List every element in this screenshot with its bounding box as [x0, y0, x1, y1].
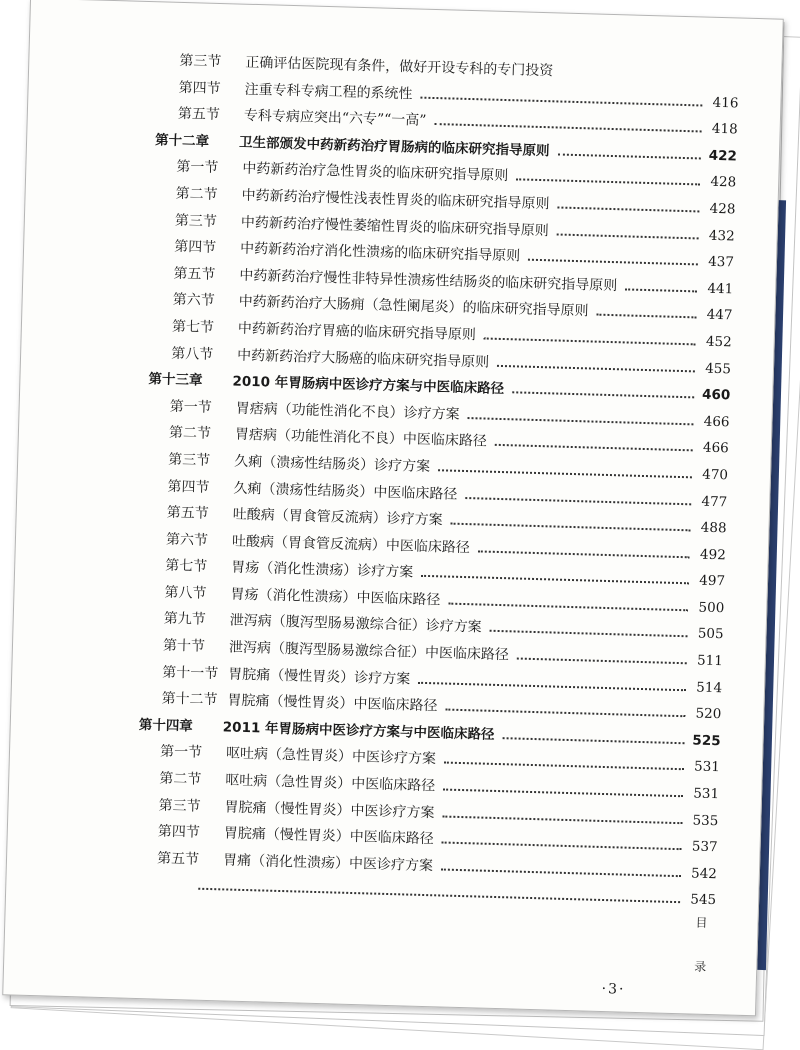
- entry-title: 2010 年胃肠病中医诊疗方案与中医临床路径: [232, 373, 505, 398]
- page-ref: 525: [692, 732, 721, 750]
- section-label: 第七节: [165, 557, 208, 576]
- dot-leader: [528, 259, 698, 266]
- page-ref: 422: [708, 147, 738, 165]
- page-ref: 531: [693, 785, 720, 803]
- dot-leader: [448, 602, 688, 611]
- dot-leader: [442, 842, 682, 851]
- dot-leader: [421, 575, 689, 584]
- entry-title: 中药新药治疗胃癌的临床研究指导原则: [237, 320, 477, 344]
- entry-title: 注重专科专病工程的系统性: [244, 81, 413, 102]
- page-ref: 511: [696, 652, 724, 670]
- table-of-contents: [138, 51, 740, 917]
- dot-leader: [557, 153, 700, 159]
- dot-leader: [443, 789, 683, 798]
- entry-title: 久痢（溃疡性结肠炎）中医临床路径: [233, 480, 458, 503]
- entry-title: 泄泻病（腹泻型肠易激综合征）诊疗方案: [229, 612, 482, 636]
- section-label: 第五节: [156, 850, 200, 868]
- section-label: 第四节: [173, 238, 217, 257]
- dot-leader: [478, 550, 690, 558]
- section-label: 第三节: [174, 212, 218, 230]
- entry-title: 2011 年胃肠病中医诊疗方案与中医临床路径: [222, 719, 495, 743]
- section-label: 第六节: [172, 292, 215, 310]
- entry-title: 呕吐病（急性胃炎）中医诊疗方案: [225, 745, 437, 768]
- entry-title: 胃痛（消化性溃疡）中医诊疗方案: [222, 852, 434, 875]
- dot-leader: [438, 469, 692, 478]
- section-label: 第一节: [169, 398, 212, 416]
- page-ref: 416: [712, 94, 739, 112]
- dot-leader: [444, 762, 684, 771]
- dot-leader: [465, 497, 691, 505]
- dot-leader: [502, 737, 684, 744]
- page-ref: 428: [710, 174, 737, 191]
- section-label: 第三节: [179, 52, 222, 71]
- page-ref: 545: [690, 891, 717, 909]
- page-ref: 492: [699, 546, 727, 563]
- entry-title: 中药新药治疗慢性萎缩性胃炎的临床研究指导原则: [240, 214, 549, 239]
- entry-title: 卫生部颁发中药新药治疗胃肠病的临床研究指导原则: [238, 134, 550, 160]
- book-page: [2, 0, 784, 1016]
- section-label: 第五节: [177, 106, 221, 124]
- dot-leader: [490, 630, 688, 638]
- section-label: 第二节: [175, 185, 218, 203]
- section-label: 第九节: [163, 611, 206, 629]
- indent-spacer: [156, 889, 190, 890]
- entry-title: 吐酸病（胃食管反流病）诊疗方案: [232, 506, 443, 529]
- dot-leader: [434, 123, 701, 132]
- page-ref: 428: [709, 200, 736, 218]
- section-label: 第四节: [178, 79, 221, 97]
- page-ref: 500: [698, 599, 725, 617]
- entry-title: 胃脘痛（慢性胃炎）中医临床路径: [223, 825, 434, 848]
- entry-title: 中药新药治疗急性胃炎的临床研究指导原则: [242, 161, 509, 185]
- entry-title: 胃痞病（功能性消化不良）诊疗方案: [235, 400, 460, 423]
- section-label: 第十二节: [161, 690, 218, 709]
- page-ref: 470: [702, 466, 729, 484]
- page-ref: 447: [706, 307, 733, 324]
- entry-title: 中药新药治疗慢性非特异性溃疡性结肠炎的临床研究指导原则: [239, 267, 618, 294]
- chapter-label: 第十四章: [138, 716, 194, 735]
- entry-title: 胃痞病（功能性消化不良）中医临床路径: [234, 426, 488, 450]
- entry-title: 吐酸病（胃食管反流病）中医临床路径: [231, 533, 471, 556]
- page-ref: 497: [699, 572, 726, 590]
- section-label: 第二节: [159, 770, 202, 788]
- section-label: 第十节: [162, 637, 206, 655]
- section-label: 第五节: [166, 504, 209, 522]
- dot-leader: [557, 206, 699, 212]
- page-ref: 455: [704, 360, 732, 377]
- dot-leader: [418, 681, 686, 690]
- entry-title: 中药新药治疗大肠癌的临床研究指导原则: [236, 347, 490, 371]
- entry-title: 胃脘痛（慢性胃炎）中医诊疗方案: [224, 799, 435, 821]
- page-ref: 537: [691, 838, 718, 856]
- page-number: ·3·: [601, 981, 626, 998]
- dot-leader: [625, 288, 697, 292]
- page-ref: 531: [693, 758, 721, 776]
- dot-leader: [557, 233, 699, 239]
- chapter-label: 第十三章: [148, 371, 203, 389]
- dot-leader: [441, 868, 681, 877]
- dot-leader: [495, 444, 693, 452]
- side-label-lu: 录: [694, 959, 707, 974]
- page-ref: 477: [701, 493, 728, 510]
- page-ref: 452: [705, 333, 732, 351]
- dot-leader: [442, 815, 682, 824]
- section-label: 第七节: [171, 318, 215, 336]
- dot-leader: [445, 709, 685, 718]
- entry-title: 专科专病应突出“六专”“一高”: [243, 107, 427, 129]
- page-ref: 542: [690, 865, 718, 882]
- entry-title: 胃脘痛（慢性胃炎）诊疗方案: [228, 666, 411, 688]
- section-label: 第八节: [164, 584, 207, 602]
- chapter-label: 第十二章: [154, 132, 210, 150]
- section-label: 第三节: [168, 451, 211, 469]
- dot-leader: [484, 337, 696, 345]
- entry-title: 正确评估医院现有条件，做好开设专科的专门投资: [245, 54, 554, 80]
- section-label: 第一节: [176, 159, 219, 177]
- section-label: 第一节: [159, 744, 203, 762]
- entry-title: 中药新药治疗大肠痈（急性阑尾炎）的临床研究指导原则: [238, 293, 589, 320]
- page-ref: 514: [696, 679, 723, 696]
- side-label-mu: 目: [695, 915, 708, 930]
- section-label: 第三节: [158, 797, 201, 815]
- page-ref: 466: [703, 413, 730, 431]
- section-label: 第二节: [168, 425, 212, 443]
- page-ref: 488: [700, 519, 727, 537]
- dot-leader: [467, 417, 693, 425]
- page-ref: 441: [707, 280, 734, 298]
- entry-title: 久痢（溃疡性结肠炎）诊疗方案: [233, 453, 431, 475]
- entry-title: 中药新药治疗慢性浅表性胃炎的临床研究指导原则: [241, 187, 550, 213]
- dot-leader: [420, 96, 702, 106]
- section-label: 第八节: [170, 345, 214, 363]
- section-label: 第六节: [165, 531, 209, 549]
- section-label: 第四节: [157, 823, 201, 841]
- page-ref: 520: [695, 705, 722, 723]
- entry-title: 泄泻病（腹泻型肠易激综合征）中医临床路径: [228, 639, 510, 664]
- page-ref: 466: [702, 439, 729, 457]
- dot-leader: [198, 888, 680, 903]
- dot-leader: [517, 658, 687, 665]
- page-ref: 535: [692, 812, 719, 829]
- entry-title: 中药新药治疗消化性溃疡的临床研究指导原则: [239, 240, 521, 265]
- entry-title: 胃疡（消化性溃疡）诊疗方案: [231, 559, 414, 581]
- entry-title: 呕吐病（急性胃炎）中医临床路径: [225, 772, 436, 795]
- page-ref: 432: [708, 227, 735, 244]
- dot-leader: [451, 523, 691, 532]
- entry-title: 胃脘痛（慢性胃炎）中医临床路径: [227, 692, 438, 715]
- dot-leader: [497, 364, 695, 372]
- section-label: 第十一节: [162, 664, 219, 682]
- page-ref: 505: [697, 626, 724, 643]
- page-ref: 418: [711, 120, 738, 138]
- entry-title: 胃疡（消化性溃疡）中医临床路径: [230, 586, 441, 609]
- dot-leader: [512, 391, 694, 398]
- section-label: 第五节: [173, 265, 216, 283]
- dot-leader: [596, 314, 696, 319]
- dot-leader: [516, 179, 700, 186]
- page-ref: 460: [701, 386, 731, 404]
- page-ref: 437: [707, 253, 735, 271]
- section-label: 第四节: [167, 478, 210, 496]
